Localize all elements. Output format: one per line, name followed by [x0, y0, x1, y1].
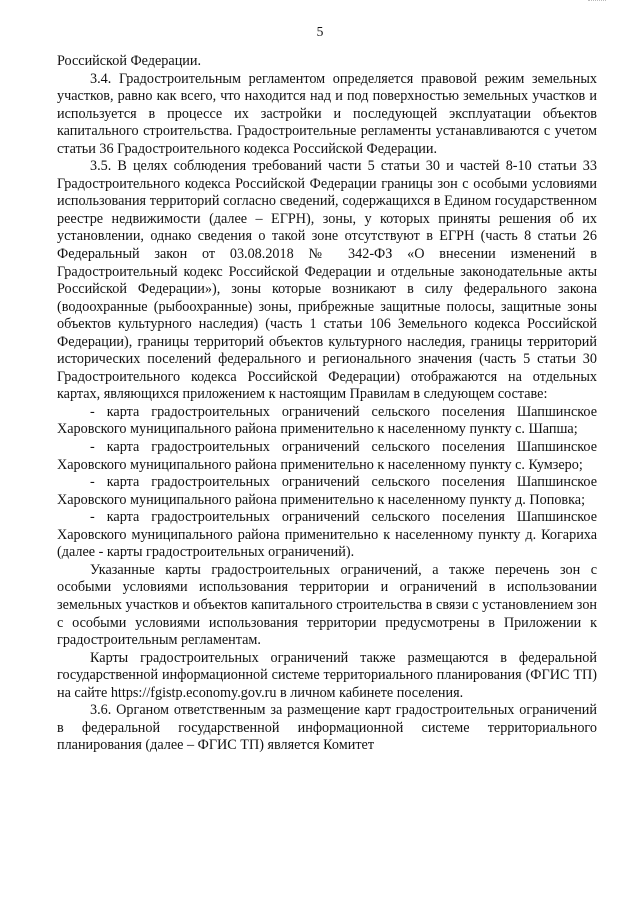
paragraph-maps-list: Указанные карты градостроительных ограничений, а также перечень зон с особыми условиями использования территории и ограничений в использовании земельных участков и объектов капитального строительства в связи с установлением зон с особыми условиями использования территории предусмотрены в Приложении к градостроительным регламентам. [57, 561, 597, 649]
paragraph-fgis: Карты градостроительных ограничений также размещаются в федеральной государственной информационной системе территориального планирования (ФГИС ТП) на сайте https://fgistp.economy.gov.ru в личном кабинете поселения. [57, 649, 597, 701]
paragraph-3-5: 3.5. В целях соблюдения требований части 5 статьи 30 и частей 8-10 статьи 33 Градостроительного кодекса Российской Федерации границы зон с особыми условиями использования территорий согласно сведений, содержащихся в Едином государственном реестре недвижимости (далее – ЕГРН), зоны, у которых приняты решения об их установлении, однако сведения о такой зоне отсутствуют в ЕГРН (часть 8 статьи 26 Федеральный закон от 03.08.2018 № 342-ФЗ «О внесении изменений в Градостроительный кодекс Российской Федерации и отдельные законодательные акты Российской Федерации»), зоны которые возникают в силу федерального закона (водоохранные (рыбоохранные) зоны, прибрежные защитные полосы, защитные зоны объектов культурного наследия) (часть 1 статьи 106 Земельного кодекса Российской Федерации), границы территорий объектов культурного наследия, границы территорий исторических поселений федерального и регионального значения (часть 5 статьи 30 Градостроительного кодекса Российской Федерации) отображаются на отдельных картах, являющихся приложением к настоящим Правилам в следующем составе: [57, 158, 597, 403]
paragraph-3-4: 3.4. Градостроительным регламентом определяется правовой режим земельных участков, равно как всего, что находится над и под поверхностью земельных участков и используется в процессе их застройки и последующей эксплуатации объектов капитального строительства. Градостроительные регламенты устанавливаются с учетом статьи 36 Градостроительного кодекса Российской Федерации. [57, 70, 597, 157]
paragraph-continuation: Российской Федерации. [57, 53, 202, 69]
document-body [57, 53, 597, 755]
scan-corner-mark [588, 0, 606, 5]
list-item-map-shapsha: - карта градостроительных ограничений сельского поселения Шапшинское Харовского муниципального района применительно к населенному пункту с. Шапша; [57, 403, 597, 438]
paragraph-3-6: 3.6. Органом ответственным за размещение карт градостроительных ограничений в федеральной государственной информационной системе территориального планирования (далее – ФГИС ТП) является Комитет [57, 702, 597, 754]
list-item-map-popovka: - карта градостроительных ограничений сельского поселения Шапшинское Харовского муниципального района применительно к населенному пункту д. Поповка; [57, 474, 597, 508]
page-number: 5 [316, 24, 324, 39]
list-item-map-kumzero: - карта градостроительных ограничений сельского поселения Шапшинское Харовского муниципального района применительно к населенному пункту с. Кумзеро; [57, 439, 597, 473]
list-item-map-kogarikha: - карта градостроительных ограничений сельского поселения Шапшинское Харовского муниципального района применительно к населенному пункту д. Когариха (далее - карты градостроительных ограничений). [57, 509, 597, 561]
